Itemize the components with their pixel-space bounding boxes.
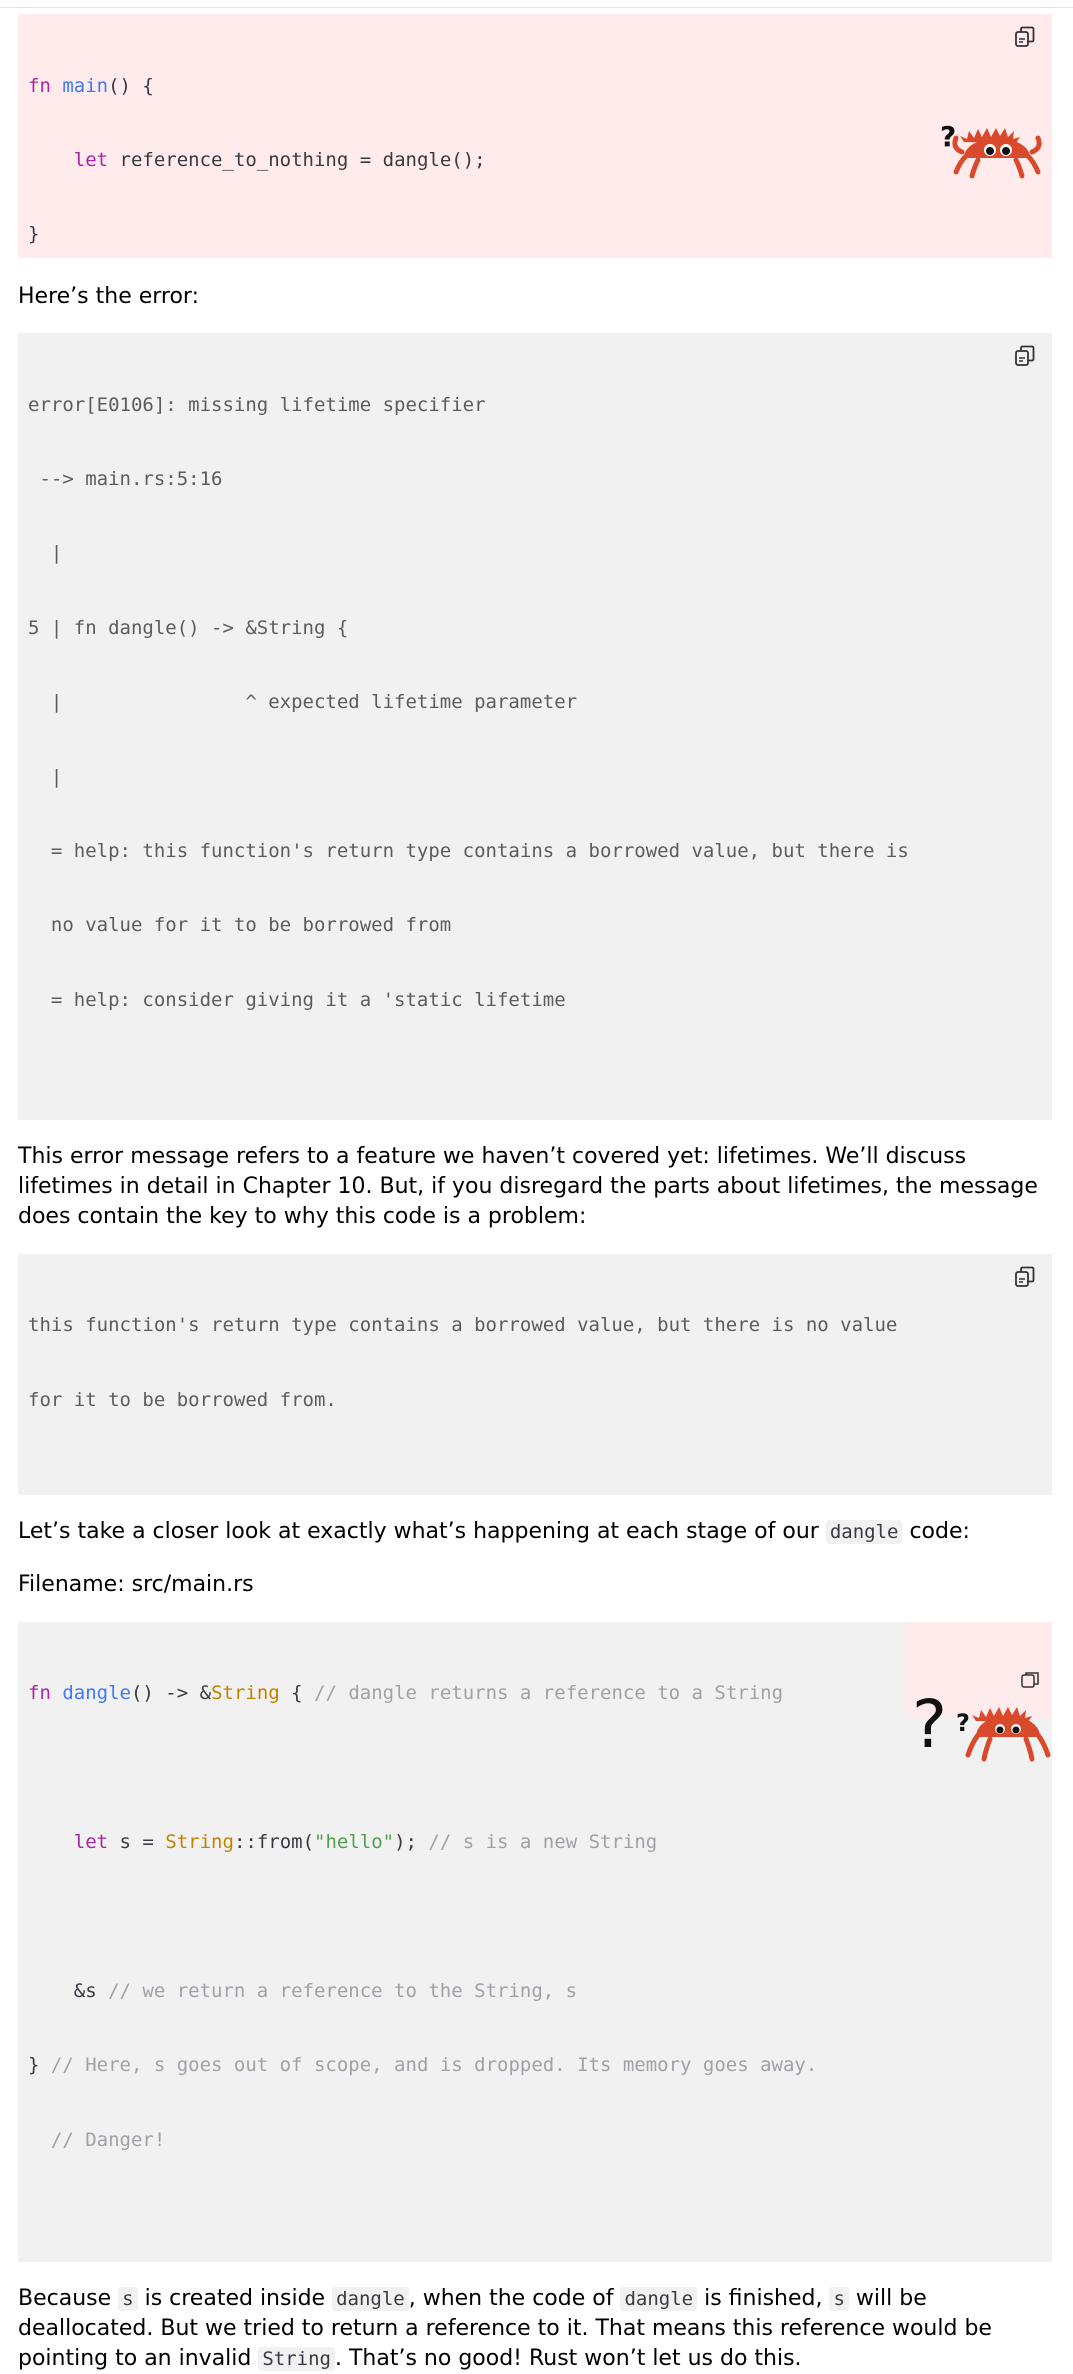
copy-button[interactable]: [1012, 1264, 1038, 1290]
inline-code: s: [118, 2287, 137, 2311]
inline-code: dangle: [332, 2287, 409, 2311]
ferris-question-mark: ?: [956, 1709, 970, 1738]
filename-label: Filename: src/main.rs: [18, 1571, 254, 1597]
copy-icon: [1013, 25, 1037, 49]
code-block-error-output: [18, 333, 1052, 1120]
code-line: [28, 1756, 1052, 1781]
ferris-question-mark: ?: [912, 1686, 948, 1764]
closer-look-text: Let’s take a closer look at exactly what’s happening at each stage of our dangle code:: [18, 1518, 970, 1544]
code-line: error[E0106]: missing lifetime specifier: [28, 393, 486, 416]
code-line: 5 | fn dangle() -> &String {: [28, 616, 349, 639]
code-line: &s // we return a reference to the String, s: [28, 1980, 578, 2003]
code-block-does-not-compile: [18, 14, 1052, 258]
code-block-dangle-annotated: [18, 1622, 1052, 2262]
inline-code: String: [258, 2347, 335, 2371]
error-explanation-text: This error message refers to a feature we haven’t covered yet: lifetimes. We’ll discuss lifetimes in detail in Chapter 10. But, if you disregard the parts about lifetimes, the message does contain the key to why this code is a problem:: [18, 1143, 1038, 1229]
ferris-question-mark: ?: [940, 119, 957, 153]
because-text: Because s is created inside dangle , when the code of dangle is finished, s will be deallocated. But we tried to return a reference to it. That means this reference would be pointing to an invalid String . That’s no good! Rust won’t let us do this.: [18, 2285, 992, 2371]
error-intro-text: Here’s the error:: [18, 284, 200, 309]
code-block-error-message: [18, 1254, 1052, 1495]
copy-button[interactable]: [1012, 24, 1038, 50]
code-line: |: [28, 765, 63, 788]
code-line: let reference_to_nothing = dangle();: [73, 148, 486, 171]
code-line: fn dangle() -> &String { // dangle returns a reference to a String: [28, 1682, 784, 1705]
code-line: no value for it to be borrowed from: [28, 914, 452, 937]
code-line: [28, 297, 1052, 322]
code-line: this function's return type contains a borrowed value, but there is no value: [28, 1314, 898, 1337]
copy-icon: [1022, 1675, 1034, 1687]
code-line: }: [28, 223, 40, 246]
ferris-unsafe-panel: [906, 1622, 1052, 1764]
copy-icon: [1013, 1265, 1037, 1289]
code-line: // Danger!: [28, 2128, 166, 2151]
inline-code: dangle: [826, 1520, 903, 1544]
code-line: |: [28, 542, 63, 565]
top-divider: [0, 7, 1073, 8]
code-line: = help: consider giving it a 'static lifetime: [28, 988, 566, 1011]
page-content: [18, 14, 1052, 2374]
code-line: --> main.rs:5:16: [28, 467, 223, 490]
ferris-crab-icon: [938, 112, 1046, 180]
code-line: } // Here, s goes out of scope, and is dropped. Its memory goes away.: [28, 2054, 818, 2077]
code-line: [28, 1905, 1052, 1930]
inline-code: dangle: [620, 2287, 697, 2311]
ferris-does-not-compile: [938, 62, 1046, 229]
code-line: let s = String::from("hello"); // s is a new String: [73, 1831, 658, 1854]
copy-button[interactable]: [1012, 343, 1038, 369]
copy-icon: [1013, 344, 1037, 368]
code-line: for it to be borrowed from.: [28, 1388, 337, 1411]
ferris-crab-icon: [906, 1671, 1052, 1767]
copy-button[interactable]: [1022, 1673, 1038, 1687]
inline-code: s: [829, 2287, 848, 2311]
code-line: = help: this function's return type contains a borrowed value, but there is: [28, 839, 909, 862]
code-line: fn main() {: [28, 74, 154, 97]
code-line: | ^ expected lifetime parameter: [28, 691, 578, 714]
